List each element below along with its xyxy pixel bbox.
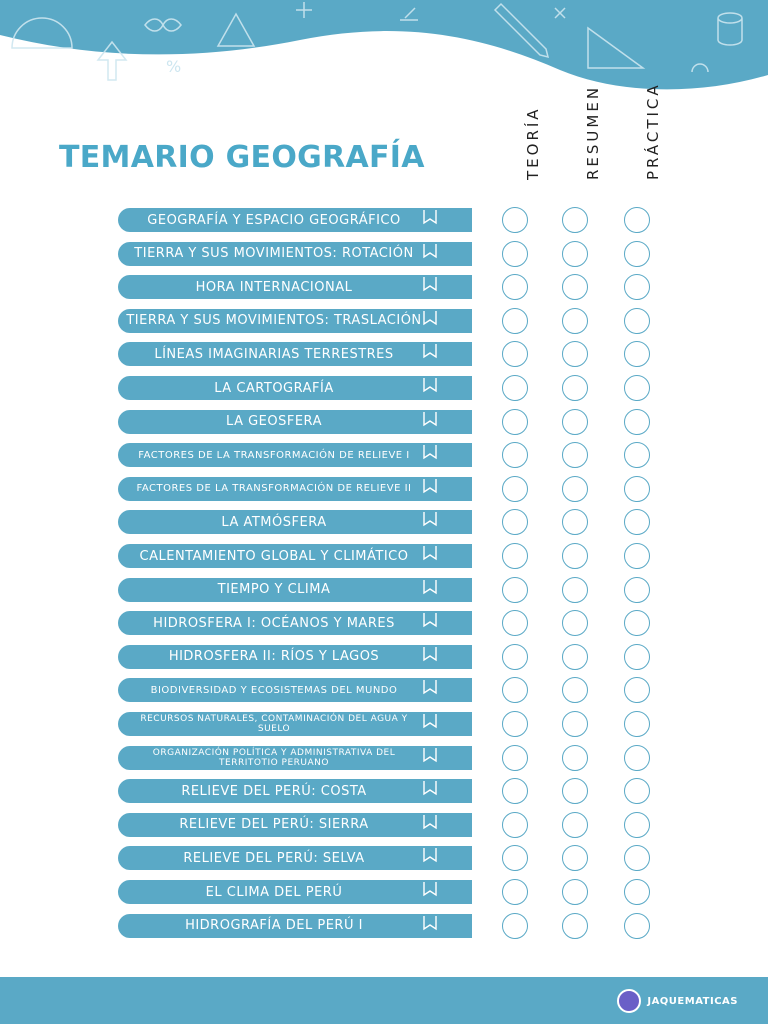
bookmark-icon: [421, 645, 439, 663]
checkbox-teoria[interactable]: [502, 610, 528, 636]
bookmark-icon: [421, 779, 439, 797]
checkbox-resumen[interactable]: [562, 241, 588, 267]
topic-pill: [118, 880, 472, 904]
checkbox-resumen[interactable]: [562, 711, 588, 737]
topic-label: GEOGRAFÍA Y ESPACIO GEOGRÁFICO: [147, 212, 401, 228]
topic-row: [0, 645, 768, 669]
checkbox-teoria[interactable]: [502, 308, 528, 334]
checkbox-teoria[interactable]: [502, 812, 528, 838]
checkbox-practica[interactable]: [624, 509, 650, 535]
topic-row: [0, 813, 768, 837]
footer: [0, 977, 768, 1024]
checkbox-practica[interactable]: [624, 812, 650, 838]
checkbox-practica[interactable]: [624, 476, 650, 502]
topic-row: [0, 376, 768, 400]
topic-row: [0, 477, 768, 501]
checkbox-practica[interactable]: [624, 778, 650, 804]
topic-pill: [118, 208, 472, 232]
topic-pill: [118, 611, 472, 635]
topic-label: RELIEVE DEL PERÚ: SIERRA: [179, 817, 369, 833]
topic-label: RECURSOS NATURALES, CONTAMINACIÓN DEL AGUA Y SUELO: [140, 714, 408, 734]
checkbox-teoria[interactable]: [502, 476, 528, 502]
checkbox-practica[interactable]: [624, 644, 650, 670]
topic-row: [0, 309, 768, 333]
bookmark-icon: [421, 746, 439, 764]
checkbox-teoria[interactable]: [502, 577, 528, 603]
bookmark-icon: [421, 410, 439, 428]
checkbox-resumen[interactable]: [562, 644, 588, 670]
checkbox-resumen[interactable]: [562, 375, 588, 401]
checkbox-practica[interactable]: [624, 913, 650, 939]
checkbox-practica[interactable]: [624, 241, 650, 267]
checkbox-teoria[interactable]: [502, 341, 528, 367]
topic-row: [0, 880, 768, 904]
topic-label: HORA INTERNACIONAL: [195, 279, 353, 295]
checkbox-practica[interactable]: [624, 375, 650, 401]
checkbox-resumen[interactable]: [562, 308, 588, 334]
bookmark-icon: [421, 611, 439, 629]
checkbox-teoria[interactable]: [502, 778, 528, 804]
checkbox-resumen[interactable]: [562, 207, 588, 233]
checkbox-practica[interactable]: [624, 745, 650, 771]
topic-pill: [118, 410, 472, 434]
topic-label: ORGANIZACIÓN POLÍTICA Y ADMINISTRATIVA DEL TERRITOTIO PERUANO: [152, 747, 396, 768]
checkbox-resumen[interactable]: [562, 476, 588, 502]
bookmark-icon: [421, 880, 439, 898]
topic-pill: [118, 914, 472, 938]
checkbox-resumen[interactable]: [562, 812, 588, 838]
checkbox-teoria[interactable]: [502, 845, 528, 871]
topic-pill: [118, 746, 472, 770]
checkbox-practica[interactable]: [624, 711, 650, 737]
checkbox-practica[interactable]: [624, 543, 650, 569]
brand-logo-icon: [617, 989, 641, 1013]
topic-row: [0, 779, 768, 803]
checkbox-practica[interactable]: [624, 409, 650, 435]
checkbox-teoria[interactable]: [502, 543, 528, 569]
topic-row: [0, 678, 768, 702]
topic-row: [0, 611, 768, 635]
checkbox-resumen[interactable]: [562, 341, 588, 367]
checkbox-practica[interactable]: [624, 274, 650, 300]
checkbox-resumen[interactable]: [562, 543, 588, 569]
topic-pill: [118, 779, 472, 803]
bookmark-icon: [421, 342, 439, 360]
topic-label: LA GEOSFERA: [226, 414, 322, 430]
checkbox-teoria[interactable]: [502, 274, 528, 300]
topic-row: [0, 275, 768, 299]
checkbox-teoria[interactable]: [502, 879, 528, 905]
topic-row: [0, 578, 768, 602]
checkbox-teoria[interactable]: [502, 677, 528, 703]
topic-pill: [118, 443, 472, 467]
topic-pill: [118, 712, 472, 736]
topic-label: FACTORES DE LA TRANSFORMACIÓN DE RELIEVE II: [136, 483, 412, 495]
topic-row: [0, 242, 768, 266]
topic-label: LA ATMÓSFERA: [221, 514, 327, 530]
topic-pill: [118, 376, 472, 400]
checkbox-resumen[interactable]: [562, 409, 588, 435]
checkbox-teoria[interactable]: [502, 745, 528, 771]
topic-row: [0, 208, 768, 232]
topic-label: RELIEVE DEL PERÚ: COSTA: [181, 783, 367, 799]
topic-label: HIDROSFERA I: OCÉANOS Y MARES: [153, 615, 395, 631]
checkbox-teoria[interactable]: [502, 509, 528, 535]
topic-row: [0, 914, 768, 938]
checkbox-teoria[interactable]: [502, 409, 528, 435]
topic-label: HIDROGRAFÍA DEL PERÚ I: [185, 918, 363, 934]
topic-label: CALENTAMIENTO GLOBAL Y CLIMÁTICO: [139, 548, 409, 564]
checkbox-resumen[interactable]: [562, 778, 588, 804]
topic-row: [0, 544, 768, 568]
topic-label: RELIEVE DEL PERÚ: SELVA: [183, 850, 365, 866]
checkbox-teoria[interactable]: [502, 241, 528, 267]
bookmark-icon: [421, 275, 439, 293]
checkbox-teoria[interactable]: [502, 711, 528, 737]
topic-label: TIERRA Y SUS MOVIMIENTOS: ROTACIÓN: [134, 246, 414, 262]
bookmark-icon: [421, 443, 439, 461]
topic-row: [0, 712, 768, 736]
checkbox-teoria[interactable]: [502, 375, 528, 401]
brand: [617, 989, 738, 1013]
bookmark-icon: [421, 242, 439, 260]
topic-row: [0, 443, 768, 467]
topic-pill: [118, 846, 472, 870]
topic-pill: [118, 477, 472, 501]
topic-pill: [118, 645, 472, 669]
topic-pill: [118, 813, 472, 837]
checkbox-practica[interactable]: [624, 442, 650, 468]
topic-pill: [118, 678, 472, 702]
checkbox-teoria[interactable]: [502, 442, 528, 468]
bookmark-icon: [421, 678, 439, 696]
topic-row: [0, 846, 768, 870]
checkbox-resumen[interactable]: [562, 577, 588, 603]
checkbox-practica[interactable]: [624, 577, 650, 603]
checkbox-teoria[interactable]: [502, 207, 528, 233]
bookmark-icon: [421, 813, 439, 831]
topic-row: [0, 510, 768, 534]
bookmark-icon: [421, 510, 439, 528]
bookmark-icon: [421, 208, 439, 226]
topic-label: HIDROSFERA II: RÍOS Y LAGOS: [168, 649, 380, 665]
topic-row: [0, 410, 768, 434]
topic-label: EL CLIMA DEL PERÚ: [205, 884, 343, 900]
topic-row: [0, 342, 768, 366]
bookmark-icon: [421, 477, 439, 495]
page-title: TEMARIO GEOGRAFÍA: [59, 140, 425, 175]
topic-label: FACTORES DE LA TRANSFORMACIÓN DE RELIEVE I: [138, 449, 410, 461]
topic-pill: [118, 578, 472, 602]
checkbox-resumen[interactable]: [562, 879, 588, 905]
topic-label: BIODIVERSIDAD Y ECOSISTEMAS DEL MUNDO: [150, 684, 398, 696]
topic-row: [0, 746, 768, 770]
checkbox-practica[interactable]: [624, 207, 650, 233]
topic-label: TIERRA Y SUS MOVIMIENTOS: TRASLACIÓN: [126, 313, 422, 329]
svg-text:%: %: [166, 57, 182, 76]
checkbox-resumen[interactable]: [562, 913, 588, 939]
checkbox-practica[interactable]: [624, 341, 650, 367]
topic-label: LÍNEAS IMAGINARIAS TERRESTRES: [154, 346, 394, 362]
checkbox-teoria[interactable]: [502, 644, 528, 670]
checkbox-resumen[interactable]: [562, 745, 588, 771]
bookmark-icon: [421, 544, 439, 562]
checkbox-practica[interactable]: [624, 845, 650, 871]
checkbox-practica[interactable]: [624, 308, 650, 334]
topic-label: LA CARTOGRAFÍA: [214, 380, 334, 396]
checkbox-teoria[interactable]: [502, 913, 528, 939]
topic-pill: [118, 342, 472, 366]
topic-pill: [118, 242, 472, 266]
topic-pill: [118, 275, 472, 299]
checkbox-resumen[interactable]: [562, 509, 588, 535]
bookmark-icon: [421, 309, 439, 327]
checkbox-resumen[interactable]: [562, 274, 588, 300]
checkbox-practica[interactable]: [624, 610, 650, 636]
bookmark-icon: [421, 376, 439, 394]
brand-name: JAQUEMATICAS: [647, 995, 738, 1007]
bookmark-icon: [421, 712, 439, 730]
topic-label: TIEMPO Y CLIMA: [217, 582, 331, 598]
topic-pill: [118, 510, 472, 534]
topic-pill: [118, 544, 472, 568]
topic-pill: [118, 309, 472, 333]
checkbox-resumen[interactable]: [562, 845, 588, 871]
checkbox-resumen[interactable]: [562, 610, 588, 636]
bookmark-icon: [421, 846, 439, 864]
checkbox-resumen[interactable]: [562, 677, 588, 703]
bookmark-icon: [421, 914, 439, 932]
checkbox-resumen[interactable]: [562, 442, 588, 468]
checkbox-practica[interactable]: [624, 879, 650, 905]
checkbox-practica[interactable]: [624, 677, 650, 703]
bookmark-icon: [421, 578, 439, 596]
